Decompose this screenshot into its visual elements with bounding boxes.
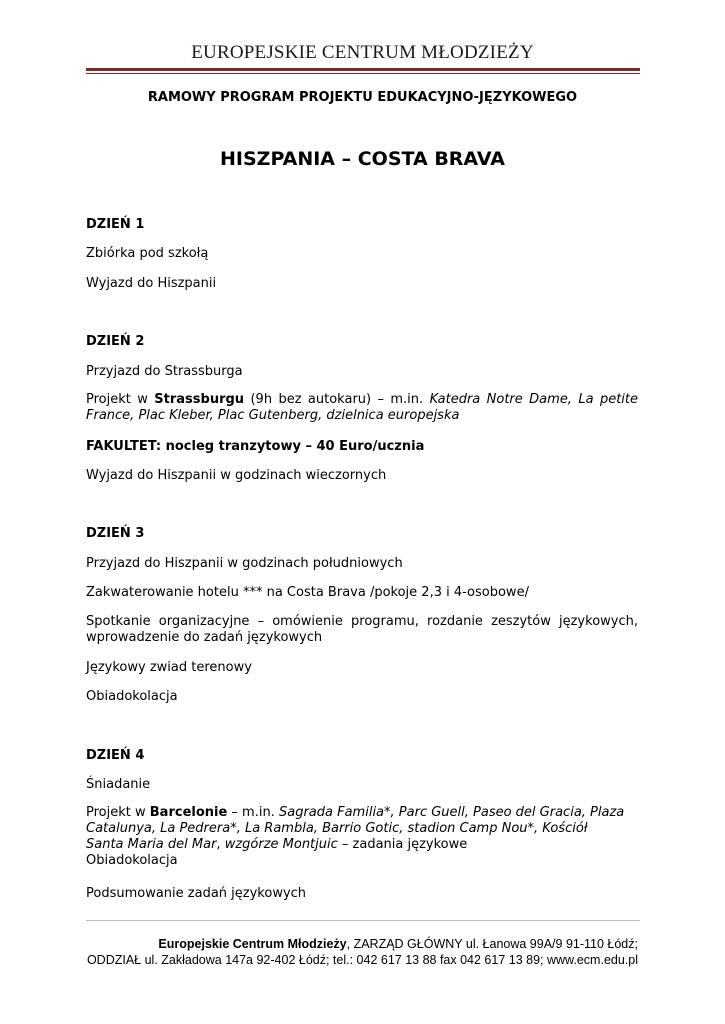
day-4-breakfast: Śniadanie xyxy=(86,777,151,792)
document-title: HISZPANIA – COSTA BRAVA xyxy=(220,148,505,170)
project-suffix: – zadania językowe xyxy=(337,837,468,852)
document-subtitle: RAMOWY PROGRAM PROJEKTU EDUKACYJNO-JĘZYKOWEGO xyxy=(147,90,578,105)
day-3-item: Zakwaterowanie hotelu *** na Costa Brava /pokoje 2,3 i 4-osobowe/ xyxy=(86,585,529,600)
footer-address-main: , ZARZĄD GŁÓWNY ul. Łanowa 99A/9 91-110 Łódź; xyxy=(346,937,638,951)
page-footer xyxy=(60,936,638,968)
project-middle: (9h bez autokaru) – m.in. xyxy=(244,392,430,407)
day-4-summary: Podsumowanie zadań językowych xyxy=(86,886,307,901)
project-city: Strassburgu xyxy=(154,392,245,407)
day-1-item: Zbiórka pod szkołą xyxy=(86,246,209,261)
footer-rule xyxy=(86,920,640,921)
project-middle: – m.in. xyxy=(227,805,279,820)
day-2-departure: Wyjazd do Hiszpanii w godzinach wieczornych xyxy=(86,468,387,483)
project-sights: Sagrada Familia*, Parc Guell, Paseo del Gracia, Plaza Catalunya, La Pedrera*, La Rambla, Barrio Gotic, stadion Camp Nou*, Kościół Santa Maria del Mar xyxy=(86,805,625,852)
project-prefix: Projekt w xyxy=(86,805,150,820)
day-2-project xyxy=(86,392,638,424)
project-sights: Katedra Notre Dame, La petite France, Plac Kleber, Plac Gutenberg, dzielnica europejska xyxy=(86,392,638,423)
day-3-item: Językowy zwiad terenowy xyxy=(86,660,252,675)
day-2-heading: DZIEŃ 2 xyxy=(86,334,145,349)
footer-org-name: Europejskie Centrum Młodzieży xyxy=(158,937,347,951)
day-1-heading: DZIEŃ 1 xyxy=(86,217,145,232)
day-3-item: Spotkanie organizacyjne – omówienie programu, rozdanie zeszytów językowych, wprowadzenie do zadań językowych xyxy=(86,614,638,645)
project-prefix: Projekt w xyxy=(86,392,155,407)
day-4-project xyxy=(86,805,626,853)
header-rule-thin xyxy=(86,73,640,74)
day-1-section xyxy=(86,217,638,233)
footer-line-2: ODDZIAŁ ul. Zakładowa 147a 92-402 Łódź; tel.: 042 617 13 88 fax 042 617 13 89; www.ecm.edu.pl xyxy=(86,953,638,967)
day-2-arrival: Przyjazd do Strassburga xyxy=(86,364,243,379)
day-3-item: Przyjazd do Hiszpanii w godzinach południowych xyxy=(86,556,403,571)
project-sights-extra: wzgórze Montjuic xyxy=(224,837,338,852)
project-city: Barcelonie xyxy=(149,805,228,820)
day-3-item: Obiadokolacja xyxy=(86,689,178,704)
footer-line-1 xyxy=(60,936,638,952)
header-rule-thick xyxy=(86,68,640,71)
day-4-heading: DZIEŃ 4 xyxy=(86,748,145,763)
day-1-item: Wyjazd do Hiszpanii xyxy=(86,276,217,291)
day-3-heading: DZIEŃ 3 xyxy=(86,526,145,541)
organization-header: EUROPEJSKIE CENTRUM MŁODZIEŻY xyxy=(191,42,534,63)
project-comma: , xyxy=(216,837,225,852)
day-4-dinner: Obiadokolacja xyxy=(86,853,178,868)
day-2-optional: FAKULTET: nocleg tranzytowy – 40 Euro/ucznia xyxy=(86,439,425,454)
